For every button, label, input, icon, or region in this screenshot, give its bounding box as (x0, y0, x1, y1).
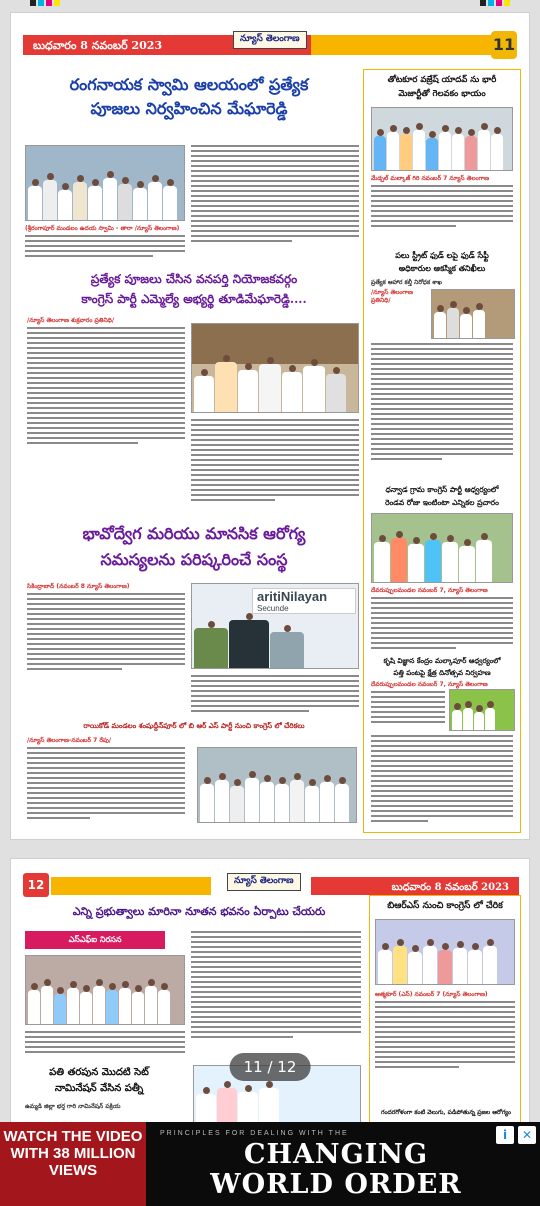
headline-line: సమస్యలను పరిష్కరించే సంస్థ (100, 550, 288, 569)
article-headline (19, 269, 369, 309)
banner-sign (252, 588, 356, 614)
registration-swatch (496, 0, 502, 6)
headline-line: పత్తి పంటపై క్షేత్ర దినోత్సవ నిర్వహణ (393, 668, 491, 677)
article-photo (375, 919, 515, 985)
article-body (191, 419, 359, 504)
article-headline (19, 73, 359, 121)
article-photo (191, 583, 359, 669)
ad-video-callout[interactable]: WATCH THE VIDEO WITH 38 MILLION VIEWS (0, 1122, 146, 1206)
article-headline (367, 655, 517, 679)
article-headline: గందరగోళంగా కంటి వెలుగు, పడిపోతున్న ప్రజల ఆరోగ్యం (380, 1109, 512, 1116)
article-photo (431, 289, 515, 339)
article-headline (19, 521, 369, 573)
headline-line: అధికారుల ఆకస్మిక తనిఖీలు (398, 263, 486, 273)
article-headline (367, 483, 517, 509)
headline-line: కాంగ్రెస్ పార్టీ ఎమ్మెల్యే అభ్యర్థి తూడిమేఘారెడ్డి.... (81, 292, 307, 306)
article-headline (367, 73, 517, 101)
registration-swatch (46, 0, 52, 6)
article-body (371, 597, 513, 652)
article-body (371, 735, 513, 825)
page-number: 12 (23, 873, 49, 897)
article-body (27, 747, 185, 822)
page-number: 11 (491, 31, 517, 59)
article-headline: రాయికోడ్ మండలం శంషుద్దీన్‌పూర్ లో బి ఆర్ ఎస్ పార్టీ నుంచి కాంగ్రెస్ లో చేరికలు (83, 721, 305, 730)
article-body (375, 1001, 515, 1071)
headline-line: రంగనాయక స్వామి ఆలయంలో ప్రత్యేక (69, 75, 309, 94)
header-stripe (311, 35, 517, 55)
article-byline: ఉమ్మడి జిల్లా భర్త గారి నామినేషన్ పక్రియ (25, 1103, 121, 1110)
headline-line: ప్రత్యేక పూజలు చేసిన వనపర్తి నియోజకవర్గం (90, 272, 298, 286)
ad-title-line: CHANGING (243, 1139, 429, 1170)
article-photo (371, 513, 513, 583)
article-byline: ప్రత్యేక ఆహార కల్తీ నిరోధక శాఖ (371, 279, 443, 286)
article-body (191, 675, 359, 715)
article-body (27, 327, 185, 447)
ad-banner[interactable] (0, 1122, 540, 1206)
registration-swatch (54, 0, 60, 6)
section-tag: ఎస్ఎఫ్ఐ నిరసన (25, 931, 165, 949)
headline-line: రెండవ రోజు ఇంటింటా ఎన్నికల ప్రచారం (385, 498, 499, 507)
masthead-logo: న్యూస్ తెలంగాణ (227, 873, 301, 891)
headline-line: పలు స్ట్రీట్ ఫుడ్ లపై ఫుడ్ సేఫ్టీ (395, 250, 489, 260)
article-byline: /న్యూస్ తెలంగాణ శుక్రవారం ప్రతినిధి/ (27, 317, 115, 324)
headline-line: పూజలు నిర్వహించిన మేఘారెడ్డి (90, 99, 288, 118)
article-body (371, 691, 445, 726)
headline-line: తోటకూర వజ్రేష్ యాదవ్ ను భారీ (387, 75, 497, 85)
close-icon[interactable]: ✕ (518, 1126, 536, 1144)
ad-title (156, 1140, 516, 1200)
registration-swatch (488, 0, 494, 6)
masthead-logo: న్యూస్ తెలంగాణ (233, 31, 307, 49)
article-photo (371, 107, 513, 171)
article-body (191, 931, 361, 1041)
article-photo (191, 323, 359, 413)
article-body (27, 593, 185, 673)
article-byline: దేవరుప్పులమండల నవంబర్ 7, న్యూస్ తెలంగాణ (371, 681, 488, 688)
article-body (371, 343, 513, 463)
print-registration-marks (0, 0, 540, 10)
article-headline: బిఆర్ఎస్ నుంచి కాంగ్రెస్ లో చేరిక (387, 901, 503, 911)
newspaper-page-12 (10, 858, 530, 1128)
headline-line: పతి తరపున మొదటి సెట్ (49, 1067, 149, 1078)
article-byline: సికింద్రాబాద్ (నవంబర్ 8 న్యూస్ తెలంగాణ) (27, 583, 130, 590)
article-photo (25, 955, 185, 1025)
article-headline (19, 1065, 179, 1097)
article-photo (449, 689, 515, 731)
photo-caption: (శ్రీరంగాపూర్ మండలం ఉదయ స్వామి - తారా /న్యూస్ తెలంగాణ) (25, 225, 180, 232)
registration-swatch (504, 0, 510, 6)
article-photo (197, 747, 357, 823)
headline-line: ధన్వాడ గ్రామ కాంగ్రెస్ పార్టీ ఆధ్వర్యంలో (385, 485, 499, 494)
article-body (371, 185, 513, 230)
registration-swatch (30, 0, 36, 6)
headline-line: మెజార్టీతో గెలవకం భాయం (398, 89, 486, 99)
article-byline: ఆత్మకూర్ (ఎస్) నవంబర్ 7 (న్యూస్ తెలంగాణ) (375, 991, 488, 998)
page-counter: 11 / 12 (230, 1053, 311, 1081)
ad-controls (496, 1126, 536, 1144)
headline-line: భావోద్వేగ మరియు మానసిక ఆరోగ్య (82, 524, 306, 543)
article-photo (25, 145, 185, 221)
article-headline (367, 249, 517, 275)
headline-line: కృషి విజ్ఞాన కేంద్రం మల్కాపూర్ ఆధ్వర్యంలో (383, 656, 501, 665)
banner-subtext: Secunde (257, 604, 289, 613)
article-byline: మేడ్చల్ మల్కాజ్ గిరి నవంబర్ 7 న్యూస్ తెలంగాణ (371, 175, 490, 182)
ad-title-line: WORLD ORDER (210, 1169, 462, 1200)
page-date: బుధవారం 8 నవంబర్ 2023 (311, 877, 519, 895)
headline-line: నామినేషన్ వేసిన పత్నీ (54, 1083, 144, 1094)
header-stripe (51, 877, 211, 895)
banner-text: aritiNilayan (257, 589, 328, 604)
article-body (25, 235, 185, 260)
registration-swatch (38, 0, 44, 6)
info-icon[interactable]: i (496, 1126, 514, 1144)
article-byline: /న్యూస్ తెలంగాణ ప్రతినిధి/ (371, 289, 413, 304)
newspaper-page-11 (10, 12, 530, 840)
page-date: బుధవారం 8 నవంబర్ 2023 (23, 35, 323, 55)
article-body (191, 145, 359, 245)
page-header (11, 29, 529, 63)
article-headline: ఎన్ని ప్రభుత్వాలు మారినా నూతన భవనం ఏర్పాటు చేయరు (72, 905, 326, 918)
ad-kicker: PRINCIPLES FOR DEALING WITH THE (160, 1130, 349, 1137)
registration-swatch (480, 0, 486, 6)
article-byline: దేవరుప్పులమండల నవంబర్ 7, న్యూస్ తెలంగాణ (371, 587, 488, 594)
article-byline: /న్యూస్ తెలంగాణ-నవంబర్ 7 రేపు/ (27, 737, 112, 744)
article-body (25, 1031, 185, 1056)
